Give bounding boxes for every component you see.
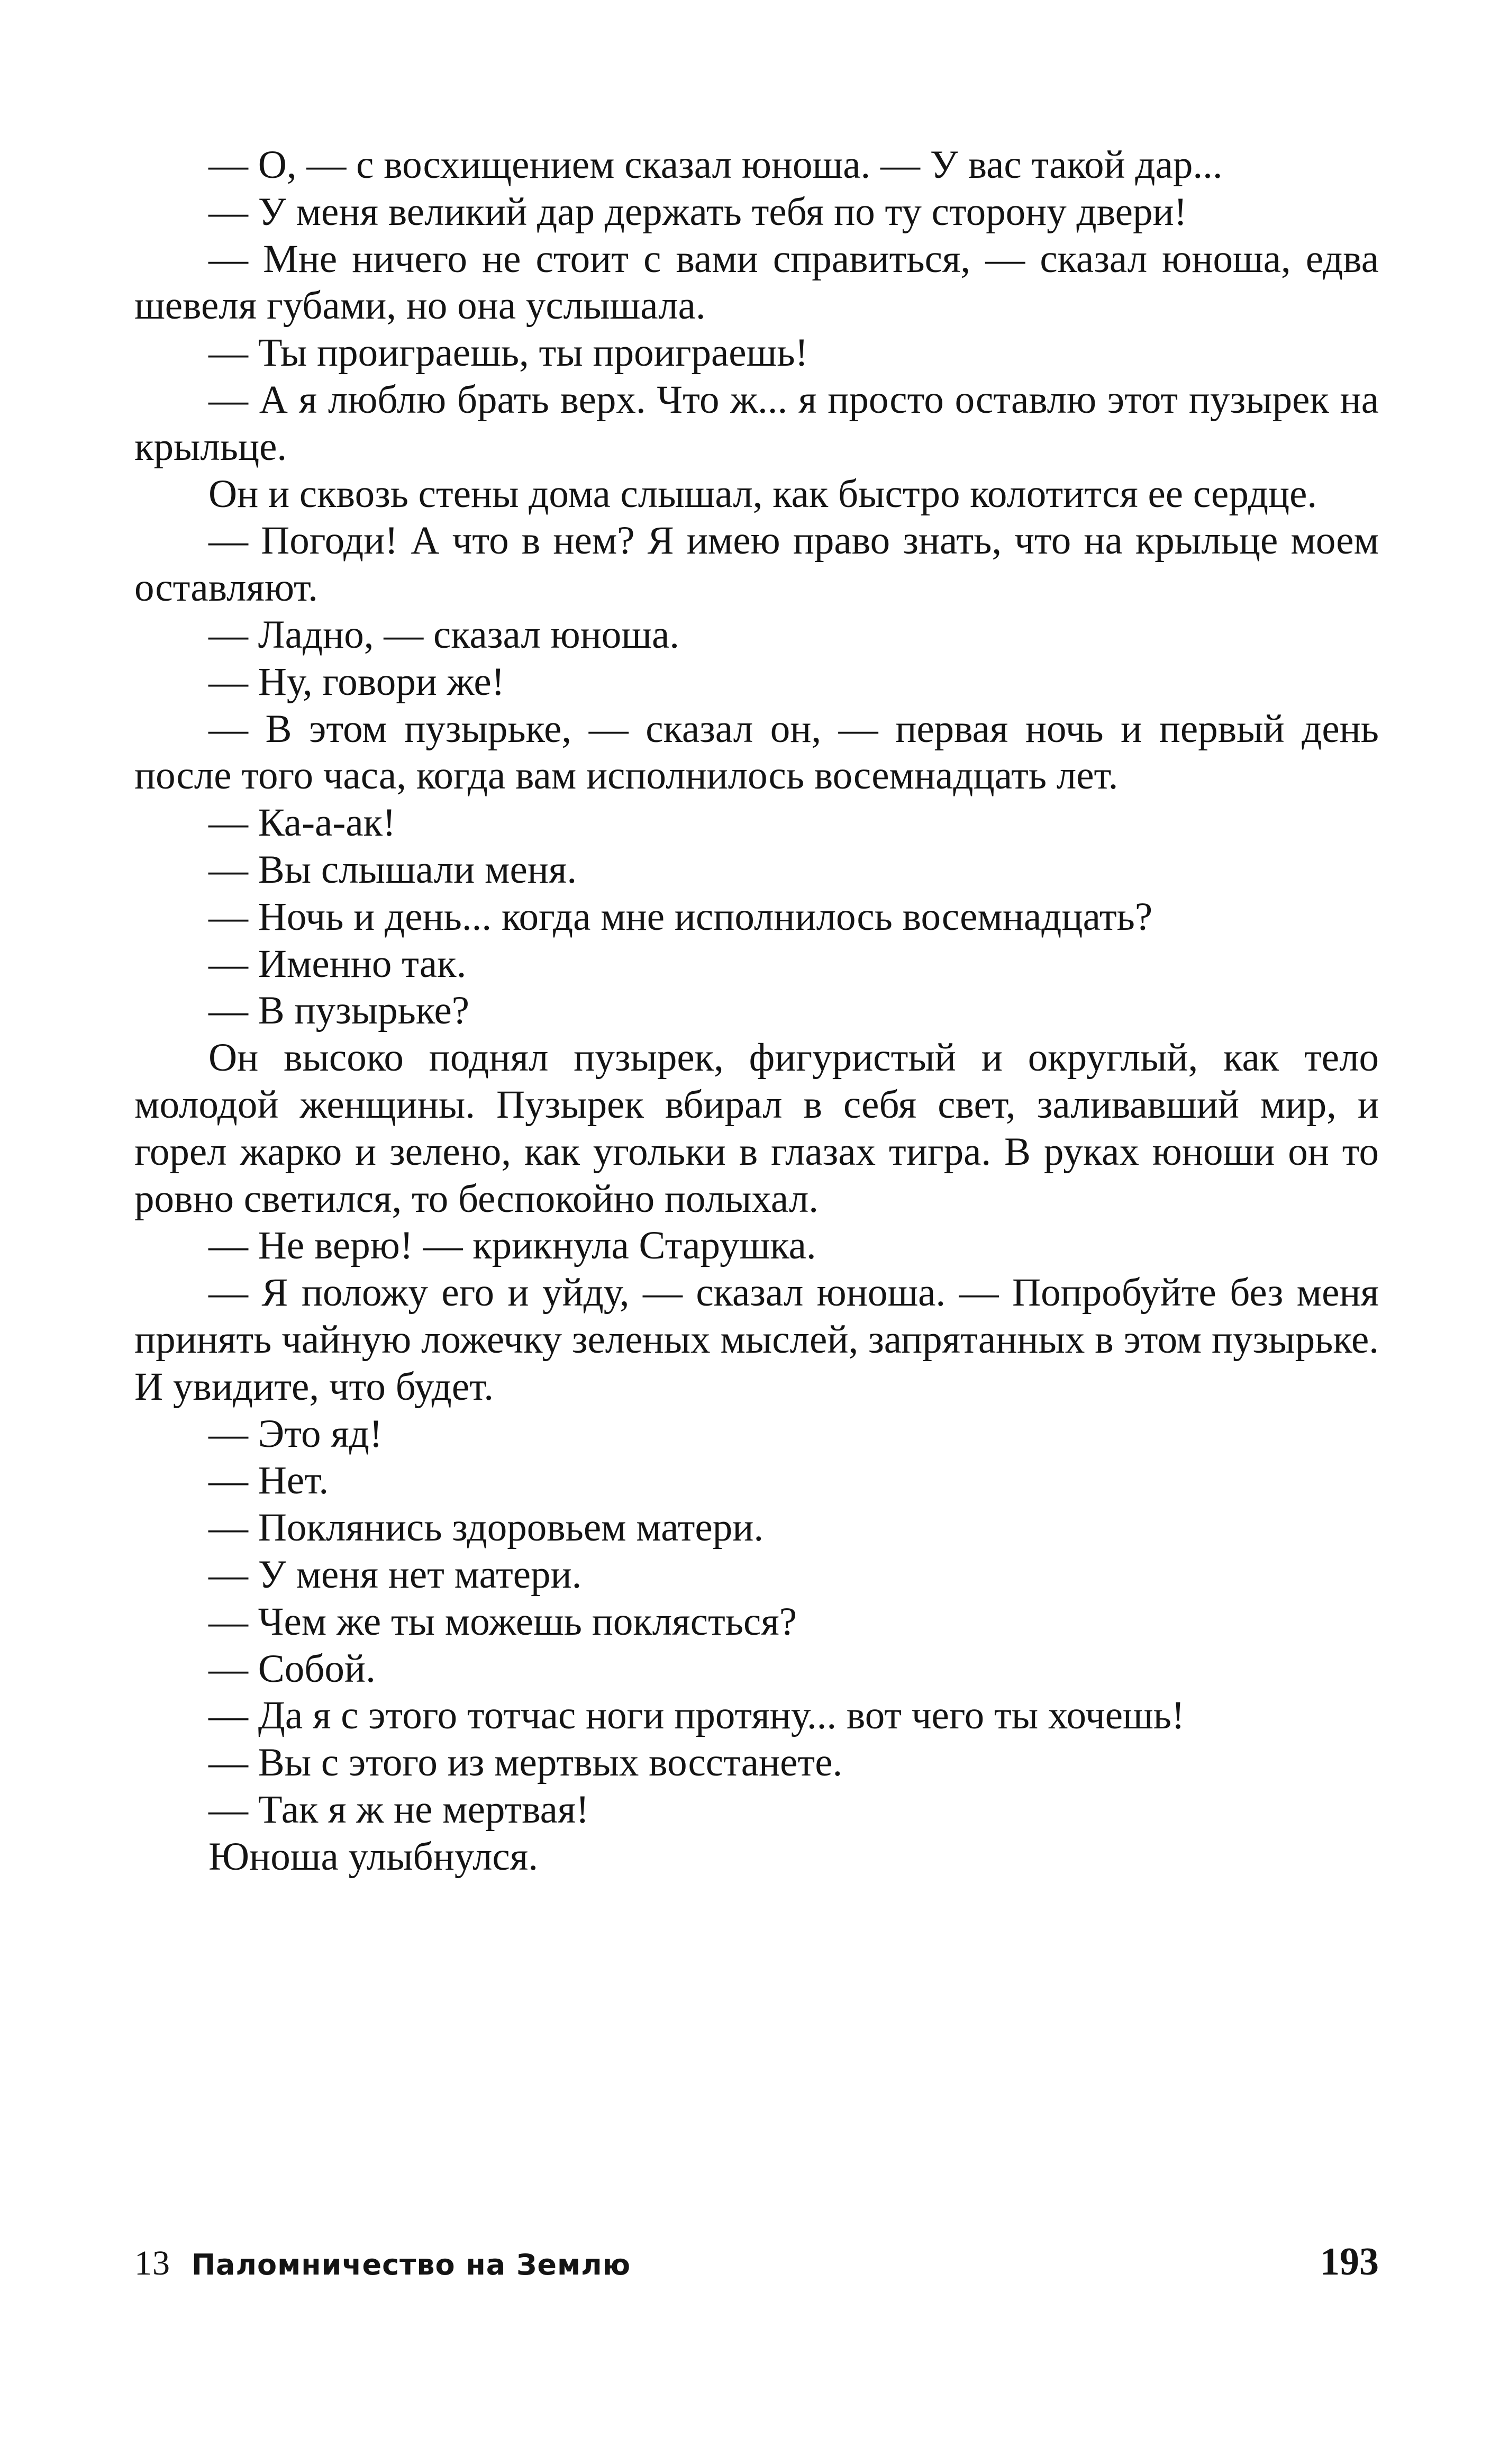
paragraph: — В пузырьке? [208,989,470,1033]
signature-number: 13 [134,2244,170,2282]
paragraph: — Ты проиграешь, ты проиграешь! [208,331,808,375]
paragraph: — Вы с этого из мертвых восстанете. [208,1741,843,1785]
paragraph: — Не верю! — крикнула Старушка. [208,1224,816,1268]
paragraph: — Погоди! А что в нем? Я имею право знать, что на крыльце моем оставляют. [134,519,1379,610]
paragraph: Он высоко поднял пузырек, фигуристый и округлый, как тело молодой женщины. Пузырек вбирал в себя свет, заливавший мир, и горел жарко и зелено, как угольки в глазах тигра. В руках юноши он то ровно светился, то беспокойно полыхал. [134,1036,1379,1221]
paragraph: — Ну, говори же! [208,659,505,704]
paragraph: — Так я ж не мертвая! [208,1787,589,1832]
paragraph: — Да я с этого тотчас ноги протяну... вот чего ты хочешь! [208,1693,1185,1738]
book-title: Паломничество на Землю [191,2248,631,2281]
paragraph: — Мне ничего не стоит с вами справиться, — сказал юноша, едва шевеля губами, но она услышала. [134,237,1379,328]
paragraph: — Поклянись здоровьем матери. [208,1506,764,1550]
paragraph: — Собой. [208,1646,376,1691]
paragraph: — В этом пузырьке, — сказал он, — первая ночь и первый день после того часа, когда вам исполнилось восемнадцать лет. [134,706,1379,798]
text-block [134,142,1379,1880]
paragraph: — Нет. [208,1459,329,1503]
paragraph: — Ка-а-ак! [208,801,396,845]
paragraph: — Ночь и день... когда мне исполнилось восемнадцать? [208,894,1153,939]
page-body [134,142,1379,1880]
paragraph: — Я положу его и уйду, — сказал юноша. — Попробуйте без меня принять чайную ложечку зеленых мыслей, запрятанных в этом пузырьке. И увидите, что будет. [134,1271,1379,1409]
paragraph: — Ладно, — сказал юноша. [208,612,680,657]
page-footer [134,2240,1379,2285]
paragraph: — Это яд! [208,1411,383,1456]
paragraph: Он и сквозь стены дома слышал, как быстро колотится ее сердце. [208,472,1317,516]
page-number: 193 [1320,2240,1379,2284]
footer-signature [134,2243,631,2284]
paragraph: — Именно так. [208,941,467,986]
paragraph: — А я люблю брать верх. Что ж... я просто оставлю этот пузырек на крыльце. [134,377,1379,469]
paragraph: — У меня нет матери. [208,1552,582,1597]
paragraph: — У меня великий дар держать тебя по ту сторону двери! [208,189,1187,234]
paragraph: — О, — с восхищением сказал юноша. — У вас такой дар... [208,143,1223,187]
paragraph: Юноша улыбнулся. [208,1834,538,1879]
paragraph: — Вы слышали меня. [208,847,577,892]
paragraph: — Чем же ты можешь поклясться? [208,1599,797,1644]
